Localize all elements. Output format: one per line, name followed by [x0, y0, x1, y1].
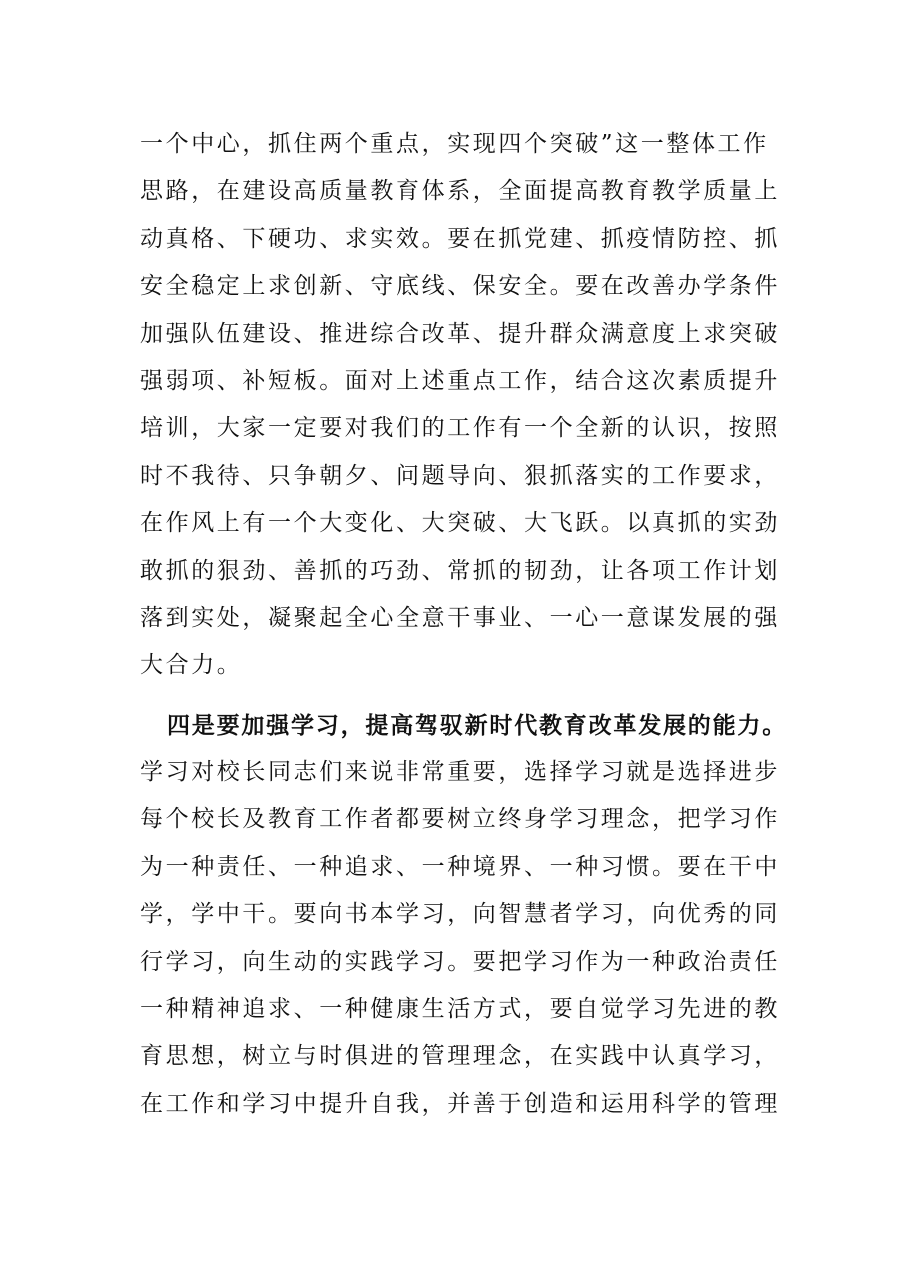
body-line: 在工作和学习中提升自我，并善于创造和运用科学的管理: [140, 1090, 780, 1117]
body-line: 为一种责任、一种追求、一种境界、一种习惯。要在干中: [140, 853, 780, 880]
body-line: 一种精神追求、一种健康生活方式，要自觉学习先进的教: [140, 996, 780, 1023]
body-line: 学习对校长同志们来说非常重要，选择学习就是选择进步: [140, 759, 780, 786]
body-line: 在作风上有一个大变化、大突破、大飞跃。以真抓的实劲: [140, 510, 780, 537]
body-line: 时不我待、只争朝夕、问题导向、狠抓落实的工作要求，: [140, 462, 780, 489]
body-line: 落到实处，凝聚起全心全意干事业、一心一意谋发展的强: [140, 604, 780, 631]
body-line: 学，学中干。要向书本学习，向智慧者学习，向优秀的同: [140, 901, 780, 928]
body-line: 强弱项、补短板。面对上述重点工作，结合这次素质提升: [140, 367, 780, 394]
body-line: 加强队伍建设、推进综合改革、提升群众满意度上求突破: [140, 320, 780, 347]
body-line: 敢抓的狠劲、善抓的巧劲、常抓的韧劲，让各项工作计划: [140, 557, 780, 584]
section-heading: 四是要加强学习，提高驾驭新时代教育改革发展的能力。: [167, 711, 787, 739]
body-line: 培训，大家一定要对我们的工作有一个全新的认识，按照: [140, 415, 780, 442]
body-line: 行学习，向生动的实践学习。要把学习作为一种政治责任: [140, 948, 780, 975]
body-line: 育思想，树立与时俱进的管理理念，在实践中认真学习，: [140, 1043, 780, 1070]
body-line: 思路，在建设高质量教育体系，全面提高教育教学质量上: [140, 178, 780, 205]
body-line: 动真格、下硬功、求实效。要在抓党建、抓疫情防控、抓: [140, 225, 780, 252]
body-line: 大合力。: [140, 652, 243, 679]
document-body: [140, 121, 787, 1128]
body-line: 一个中心，抓住两个重点，实现四个突破”这一整体工作: [140, 131, 769, 157]
body-line: 每个校长及教育工作者都要树立终身学习理念，把学习作: [140, 806, 780, 833]
body-line: 安全稳定上求创新、守底线、保安全。要在改善办学条件: [140, 273, 780, 300]
paragraph-gap: [140, 690, 780, 702]
